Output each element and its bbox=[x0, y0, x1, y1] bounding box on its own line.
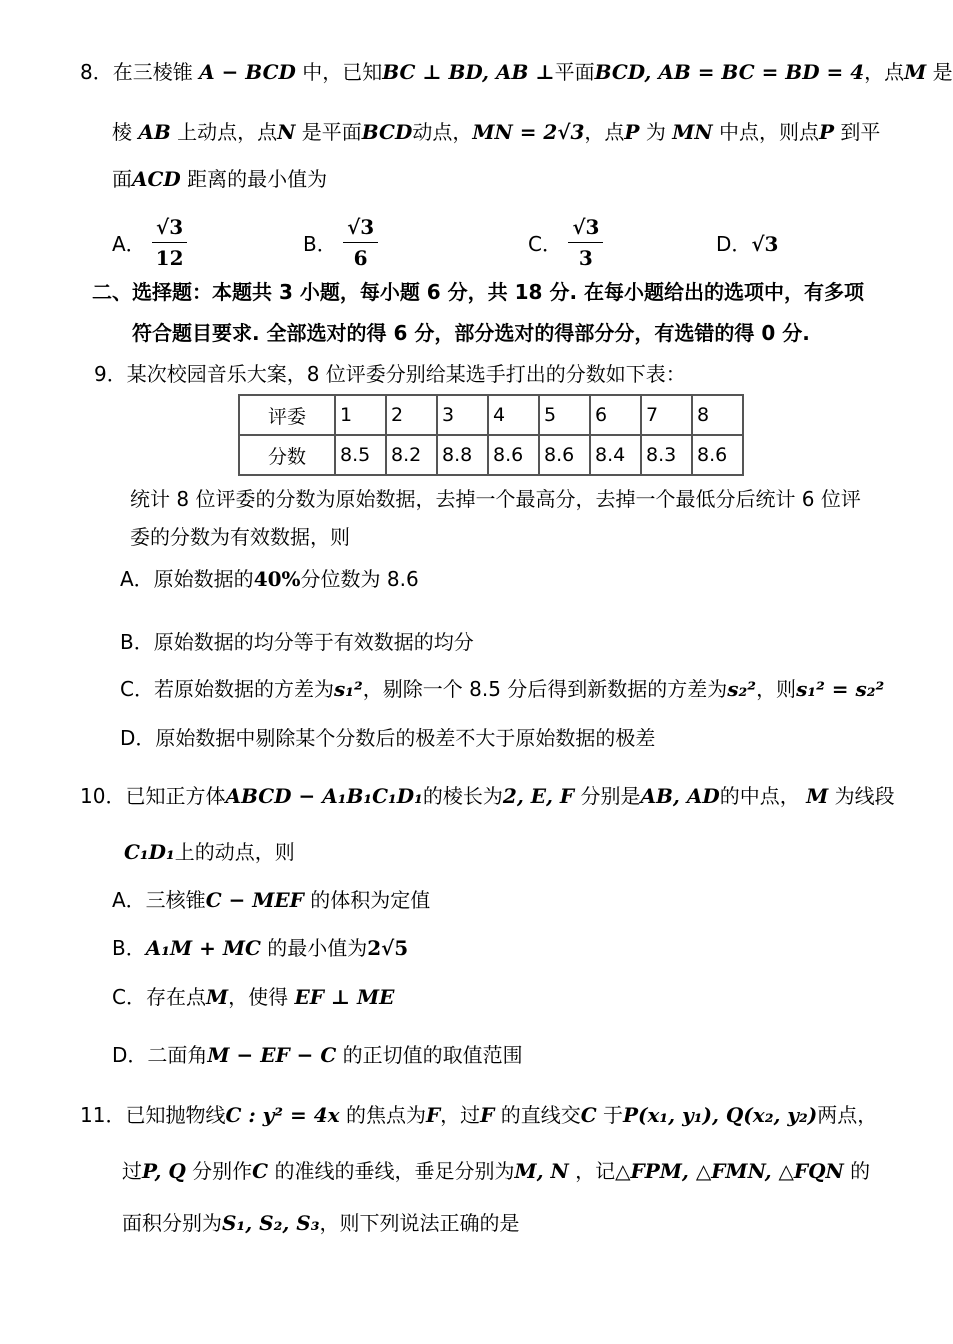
q9-stem: 9．某次校园音乐大案，8 位评委分别给某选手打出的分数如下表： bbox=[94, 362, 686, 386]
score-table bbox=[238, 394, 744, 476]
table-row: 评委 1 2 3 4 5 6 7 8 bbox=[239, 395, 743, 435]
q8-option-c-fraction: $\frac{√3}{3}$ bbox=[568, 212, 603, 273]
q11-line1: 11．已知抛物线C : y² = 4x 的焦点为F，过F 的直线交C 于P(x₁, y₁), Q(x₂, y₂)两点， bbox=[80, 1103, 878, 1127]
q8-line2: 棱 AB 上动点，点N 是平面BCD动点，MN = 2√3，点P 为 MN 中点，则点P 到平 bbox=[112, 120, 881, 144]
q8-option-b: B． $\frac{√3}{6}$ bbox=[303, 212, 378, 273]
q9-option-b: B．原始数据的均分等于有效数据的均分 bbox=[120, 630, 474, 654]
q9-option-d: D．原始数据中剔除某个分数后的极差不大于原始数据的极差 bbox=[120, 726, 656, 750]
table-row: 分数 8.5 8.2 8.8 8.6 8.6 8.4 8.3 8.6 bbox=[239, 435, 743, 475]
table-header-score: 分数 bbox=[239, 435, 335, 475]
q8-line3: 面ACD 距离的最小值为 bbox=[112, 167, 328, 191]
q10-option-a: A．三核锥C − MEF 的体积为定值 bbox=[112, 888, 431, 912]
q9-para1: 统计 8 位评委的分数为原始数据，去掉一个最高分，去掉一个最低分后统计 6 位评 bbox=[130, 487, 861, 511]
q10-line2: C₁D₁上的动点，则 bbox=[124, 840, 295, 864]
q11-line2: 过P, Q 分别作C 的准线的垂线，垂足分别为M, N ，记△FPM, △FMN, △FQN 的 bbox=[122, 1159, 871, 1183]
q8-option-a: A． $\frac{√3}{12}$ bbox=[112, 212, 187, 273]
q8-line1: 8．在三棱锥 A − BCD 中，已知BC ⊥ BD, AB ⊥平面BCD, AB = BC = BD = 4，点M 是 bbox=[80, 60, 953, 84]
q8-option-a-fraction: $\frac{√3}{12}$ bbox=[152, 212, 187, 273]
q9-para2: 委的分数为有效数据，则 bbox=[130, 525, 350, 549]
q10-option-d: D．二面角M − EF − C 的正切值的取值范围 bbox=[112, 1043, 523, 1067]
section2-line1: 二、选择题：本题共 3 小题，每小题 6 分，共 18 分. 在每小题给出的选项中，有多项 bbox=[92, 280, 865, 304]
q8-option-b-fraction: $\frac{√3}{6}$ bbox=[343, 212, 378, 273]
q9-option-c: C．若原始数据的方差为s₁²，剔除一个 8.5 分后得到新数据的方差为s₂²，则s₁² = s₂² bbox=[120, 677, 885, 701]
q10-line1: 10．已知正方体ABCD − A₁B₁C₁D₁的棱长为2, E, F 分别是AB, AD的中点， M 为线段 bbox=[80, 784, 895, 808]
q8-number: 8． bbox=[80, 60, 113, 84]
q8-option-d: D．√3 bbox=[716, 232, 779, 256]
q8-option-c: C． $\frac{√3}{3}$ bbox=[528, 212, 603, 273]
q11-line3: 面积分别为S₁, S₂, S₃，则下列说法正确的是 bbox=[122, 1211, 520, 1235]
q9-option-a: A．原始数据的40%分位数为 8.6 bbox=[120, 567, 419, 591]
q10-option-b: B．A₁M + MC 的最小值为2√5 bbox=[112, 936, 409, 960]
q10-option-c: C．存在点M，使得 EF ⊥ ME bbox=[112, 985, 395, 1009]
section2-line2: 符合题目要求. 全部选对的得 6 分，部分选对的得部分分，有选错的得 0 分. bbox=[132, 321, 810, 345]
table-header-judge: 评委 bbox=[239, 395, 335, 435]
